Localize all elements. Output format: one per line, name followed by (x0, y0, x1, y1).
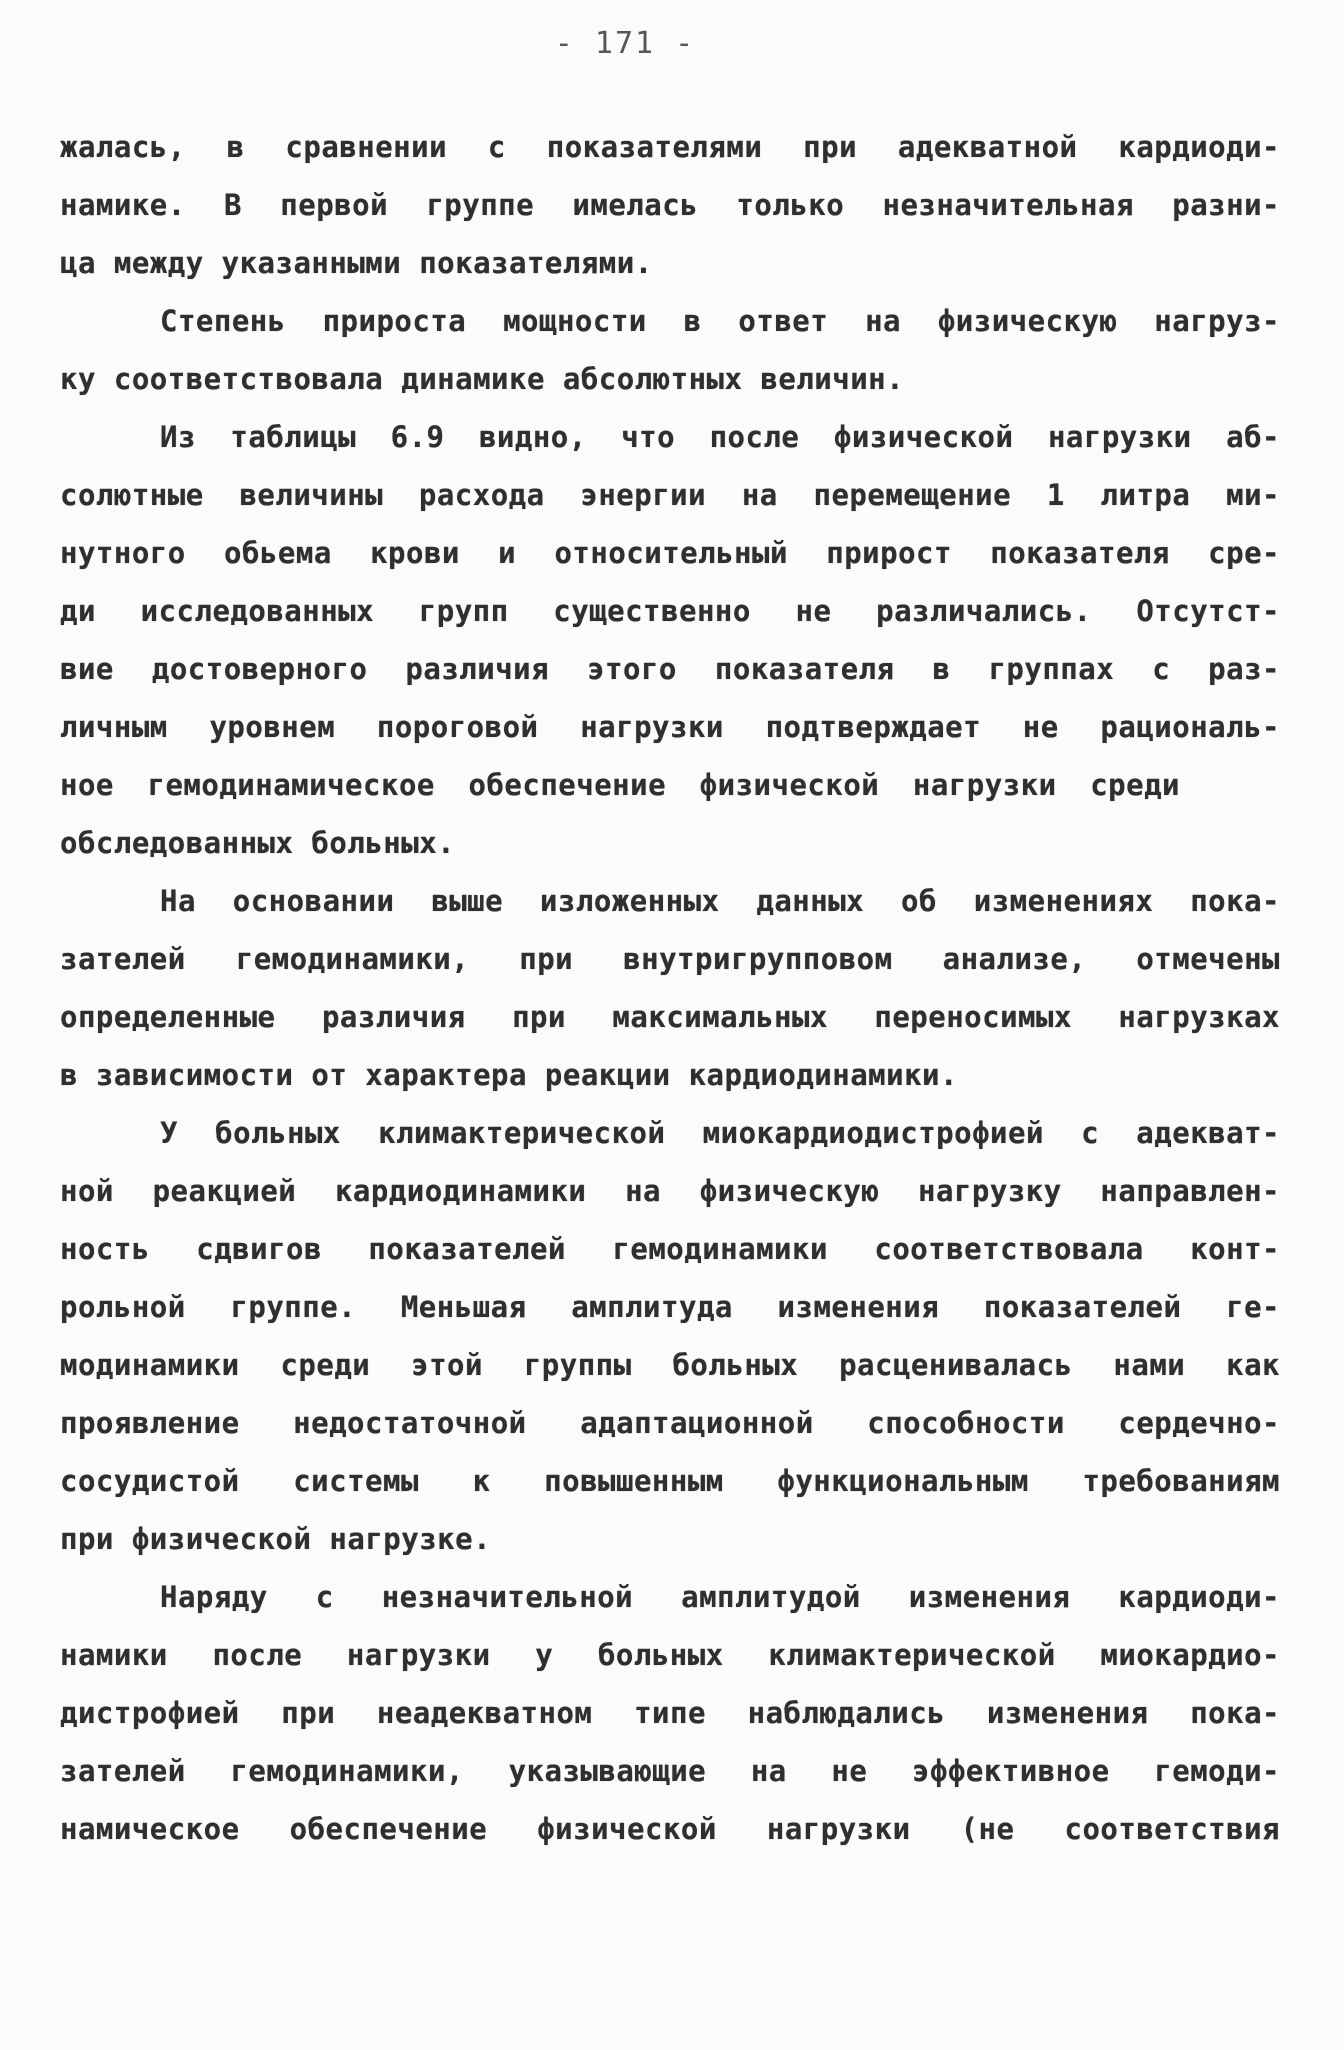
text-line: зателей гемодинамики, указывающие на не эффективное гемоди- (60, 1754, 1280, 1788)
page-number: - 171 - (554, 26, 696, 61)
text-line: солютные величины расхода энергии на перемещение 1 литра ми- (60, 478, 1280, 512)
text-line: вие достоверного различия этого показателя в группах с раз- (60, 652, 1280, 686)
text-line: определенные различия при максимальных переносимых нагрузках (60, 1000, 1280, 1034)
paragraph-start-line: У больных климактерической миокардиодистрофией с адекват- (160, 1116, 1280, 1150)
text-line: личным уровнем пороговой нагрузки подтверждает не рациональ- (60, 710, 1280, 744)
text-line: при физической нагрузке. (60, 1522, 492, 1556)
text-line: рольной группе. Меньшая амплитуда изменения показателей ге- (60, 1290, 1280, 1324)
text-line: ца между указанными показателями. (60, 246, 653, 280)
text-line: проявление недостаточной адаптационной способности сердечно- (60, 1406, 1280, 1440)
text-line: ной реакцией кардиодинамики на физическую нагрузку направлен- (60, 1174, 1280, 1208)
text-line: намическое обеспечение физической нагрузки (не соответствия (60, 1812, 1280, 1846)
text-line: ку соответствовала динамике абсолютных величин. (60, 362, 905, 396)
text-line: ность сдвигов показателей гемодинамики соответствовала конт- (60, 1232, 1280, 1266)
paragraph-start-line: Из таблицы 6.9 видно, что после физической нагрузки аб- (160, 420, 1280, 454)
text-line: намике. В первой группе имелась только незначительная разни- (60, 188, 1280, 222)
text-line: намики после нагрузки у больных климактерической миокардио- (60, 1638, 1280, 1672)
text-line: зателей гемодинамики, при внутригрупповом анализе, отмечены (60, 942, 1280, 976)
paragraph-start-line: Наряду с незначительной амплитудой изменения кардиоди- (160, 1580, 1280, 1614)
text-line: ди исследованных групп существенно не различались. Отсутст- (60, 594, 1280, 628)
text-line: нутного обьема крови и относительный прирост показателя сре- (60, 536, 1280, 570)
text-line: сосудистой системы к повышенным функциональным требованиям (60, 1464, 1280, 1498)
text-line: жалась, в сравнении с показателями при адекватной кардиоди- (60, 130, 1280, 164)
text-line: дистрофией при неадекватном типе наблюдались изменения пока- (60, 1696, 1280, 1730)
paragraph-start-line: На основании выше изложенных данных об изменениях пока- (160, 884, 1280, 918)
paragraph-start-line: Степень прироста мощности в ответ на физическую нагруз- (160, 304, 1280, 338)
text-line: модинамики среди этой группы больных расценивалась нами как (60, 1348, 1280, 1382)
text-line: обследованных больных. (60, 826, 456, 860)
body-text (60, 118, 1280, 1858)
text-line: в зависимости от характера реакции кардиодинамики. (60, 1058, 958, 1092)
text-line: ное гемодинамическое обеспечение физической нагрузки среди (60, 768, 1180, 802)
